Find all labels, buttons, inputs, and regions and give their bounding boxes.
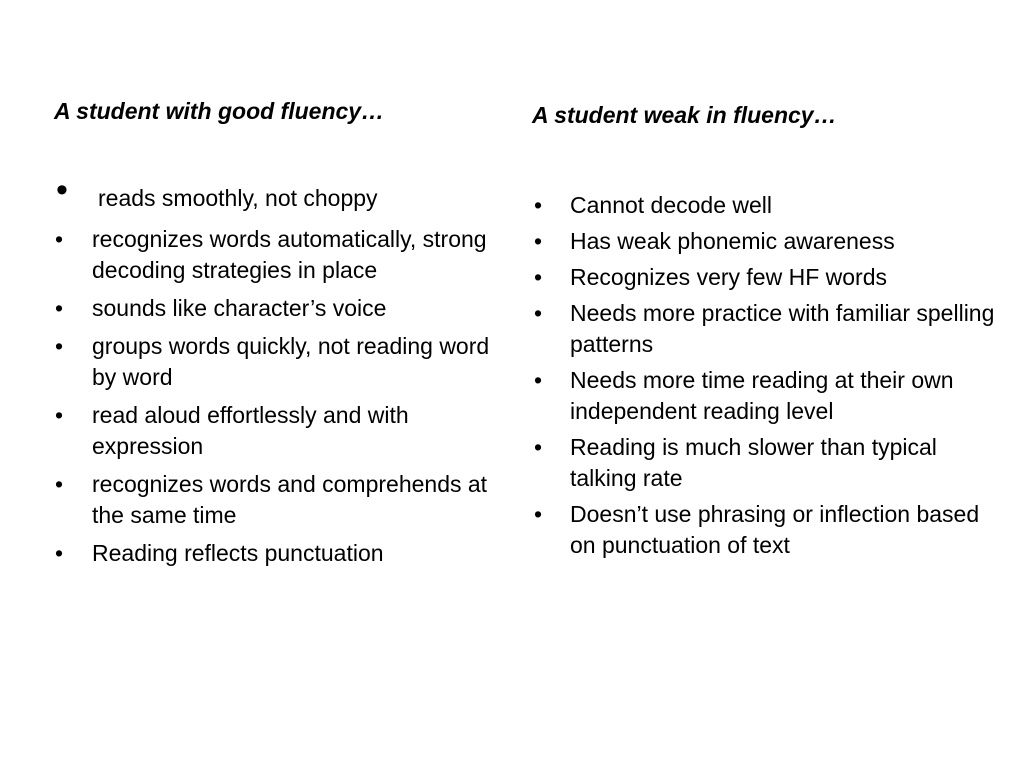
list-item	[54, 469, 504, 531]
weak-fluency-column	[532, 101, 1002, 566]
bullet-icon: •	[55, 540, 64, 566]
bullet-icon: •	[534, 434, 543, 460]
list-item	[532, 499, 1002, 561]
list-item	[532, 190, 1002, 221]
list-item	[54, 400, 504, 462]
list-item-text: groups words quickly, not reading word by word	[92, 333, 490, 390]
list-item	[532, 432, 1002, 494]
list-item	[532, 365, 1002, 427]
bullet-icon: •	[534, 228, 543, 254]
bullet-icon: •	[534, 192, 543, 218]
list-item	[54, 171, 504, 214]
list-item-text: Has weak phonemic awareness	[570, 228, 895, 254]
good-fluency-heading: A student with good fluency…	[54, 98, 385, 124]
list-item-text: Needs more practice with familiar spelling patterns	[570, 300, 995, 357]
list-item-text: sounds like character’s voice	[92, 295, 387, 321]
list-item	[54, 224, 504, 286]
weak-fluency-list	[532, 190, 1002, 561]
good-fluency-column	[54, 97, 504, 576]
bullet-icon: •	[534, 300, 543, 326]
list-item	[532, 226, 1002, 257]
list-item-text: Doesn’t use phrasing or inflection based on punctuation of text	[570, 501, 980, 558]
list-item-text: reads smoothly, not choppy	[98, 185, 378, 211]
list-item-text: Reading reflects punctuation	[92, 540, 384, 566]
bullet-icon: •	[55, 333, 64, 359]
bullet-icon: •	[55, 295, 64, 321]
bullet-icon: •	[56, 171, 68, 209]
list-item-text: Reading is much slower than typical talking rate	[570, 434, 937, 491]
bullet-icon: •	[55, 471, 64, 497]
list-item	[54, 293, 504, 324]
bullet-icon: •	[534, 264, 543, 290]
list-item	[54, 538, 504, 569]
list-item-text: read aloud effortlessly and with expression	[92, 402, 409, 459]
bullet-icon: •	[534, 367, 543, 393]
list-item	[54, 331, 504, 393]
good-fluency-list	[54, 171, 504, 569]
list-item-text: Recognizes very few HF words	[570, 264, 887, 290]
bullet-icon: •	[534, 501, 543, 527]
bullet-icon: •	[55, 226, 64, 252]
list-item	[532, 298, 1002, 360]
list-item-text: Cannot decode well	[570, 192, 773, 218]
weak-fluency-heading: A student weak in fluency…	[532, 102, 837, 128]
list-item-text: recognizes words automatically, strong decoding strategies in place	[92, 226, 487, 283]
list-item-text: Needs more time reading at their own independent reading level	[570, 367, 954, 424]
list-item-text: recognizes words and comprehends at the same time	[92, 471, 488, 528]
list-item	[532, 262, 1002, 293]
bullet-icon: •	[55, 402, 64, 428]
